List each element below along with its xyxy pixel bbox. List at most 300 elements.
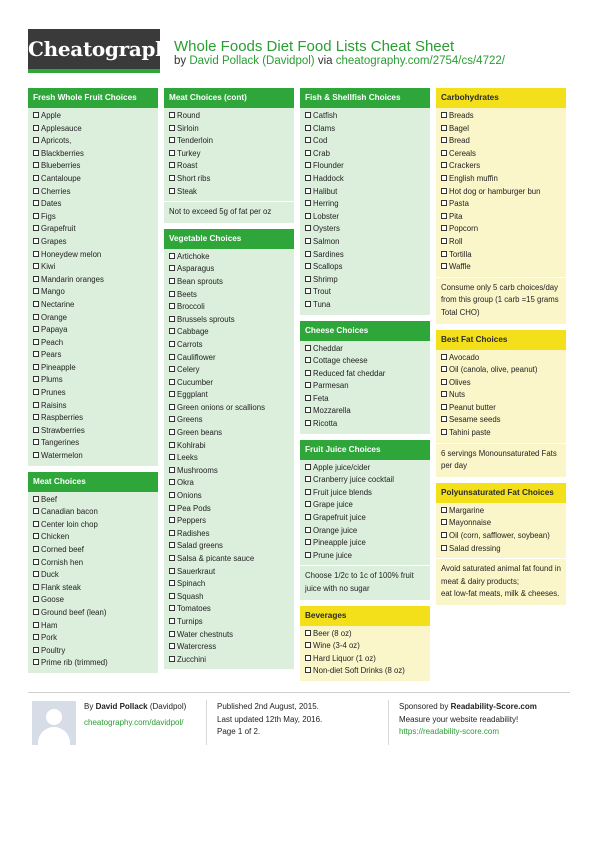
list-item <box>305 487 425 500</box>
list-item <box>33 594 153 607</box>
checkbox-icon[interactable] <box>441 366 447 372</box>
list-item-label: Leeks <box>177 453 198 463</box>
list-item <box>305 249 425 262</box>
checkbox-icon[interactable] <box>441 238 447 244</box>
checkbox-icon[interactable] <box>305 514 311 520</box>
checkbox-icon[interactable] <box>169 137 175 143</box>
checkbox-icon[interactable] <box>305 150 311 156</box>
checkbox-icon[interactable] <box>169 442 175 448</box>
list-item-label: Kohlrabi <box>177 440 206 450</box>
checkbox-icon[interactable] <box>33 263 39 269</box>
checkbox-icon[interactable] <box>33 427 39 433</box>
section-header: Cheese Choices <box>300 321 430 341</box>
checkbox-icon[interactable] <box>305 238 311 244</box>
list-item <box>33 236 153 249</box>
list-item-label: Water chestnuts <box>177 629 234 639</box>
list-item <box>305 537 425 550</box>
checkbox-icon[interactable] <box>33 339 39 345</box>
list-item-label: Clams <box>313 123 336 133</box>
checkbox-icon[interactable] <box>305 489 311 495</box>
checkbox-icon[interactable] <box>33 213 39 219</box>
checkbox-icon[interactable] <box>305 464 311 470</box>
checkbox-icon[interactable] <box>441 162 447 168</box>
list-item-label: Cauliflower <box>177 352 216 362</box>
logo-stripe <box>28 69 160 73</box>
checkbox-icon[interactable] <box>441 519 447 525</box>
checkbox-icon[interactable] <box>441 137 447 143</box>
list-item-label: Apricots, <box>41 136 72 146</box>
checkbox-icon[interactable] <box>33 175 39 181</box>
list-item <box>441 198 561 211</box>
list-item-label: Breads <box>449 111 474 120</box>
checkbox-icon[interactable] <box>441 354 447 360</box>
list-item-label: Grapefruit <box>41 224 76 234</box>
list-item-label: Nectarine <box>41 299 75 309</box>
checkbox-icon[interactable] <box>33 452 39 458</box>
list-item-label: Blueberries <box>41 161 81 171</box>
checkbox-icon[interactable] <box>305 501 311 507</box>
checkbox-icon[interactable] <box>441 125 447 131</box>
list-item-label: Tahini paste <box>449 428 491 438</box>
checkbox-icon[interactable] <box>441 429 447 435</box>
list-item <box>33 519 153 532</box>
checkbox-icon[interactable] <box>305 420 311 426</box>
list-item-label: Salad greens <box>177 541 223 551</box>
checkbox-icon[interactable] <box>33 188 39 194</box>
list-item <box>169 314 289 327</box>
list-item <box>441 402 561 415</box>
section-best-fat-choices <box>436 330 566 477</box>
checkbox-icon[interactable] <box>169 479 175 485</box>
checkbox-icon[interactable] <box>441 200 447 206</box>
checkbox-icon[interactable] <box>441 188 447 194</box>
footer-divider <box>28 692 570 693</box>
list-item-label: Watermelon <box>41 451 83 461</box>
checkbox-icon[interactable] <box>33 314 39 320</box>
checkbox-icon[interactable] <box>305 476 311 482</box>
checkbox-icon[interactable] <box>441 545 447 551</box>
avatar-body-shape <box>38 727 70 745</box>
checkbox-icon[interactable] <box>441 112 447 118</box>
list-item <box>305 628 425 641</box>
checkbox-icon[interactable] <box>169 278 175 284</box>
checkbox-icon[interactable] <box>169 328 175 334</box>
checkbox-icon[interactable] <box>169 593 175 599</box>
checkbox-icon[interactable] <box>305 188 311 194</box>
footer-sponsor-text: Measure your website readability! <box>399 714 519 724</box>
checkbox-icon[interactable] <box>33 150 39 156</box>
section-note-line: Total CHO) <box>441 307 480 317</box>
checkbox-icon[interactable] <box>33 402 39 408</box>
list-item <box>305 299 425 312</box>
list-item <box>441 505 561 518</box>
cheatsheet-url-link[interactable]: cheatography.com/2754/cs/4722/ <box>335 55 505 67</box>
list-item-label: Ground beef (lean) <box>41 607 107 617</box>
section-carbohydrates <box>436 88 566 324</box>
checkbox-icon[interactable] <box>33 571 39 577</box>
checkbox-icon[interactable] <box>441 532 447 538</box>
section-note-line: 6 servings Monounsaturated Fats <box>441 448 557 458</box>
checkbox-icon[interactable] <box>305 125 311 131</box>
list-item-label: Beets <box>177 289 197 299</box>
list-item <box>169 553 289 566</box>
checkbox-icon[interactable] <box>169 656 175 662</box>
list-item-label: Greens <box>177 415 203 425</box>
checkbox-icon[interactable] <box>169 605 175 611</box>
list-item <box>33 544 153 557</box>
checkbox-icon[interactable] <box>33 508 39 514</box>
list-item <box>33 657 153 670</box>
footer-sponsor-url[interactable]: https://readability-score.com <box>399 727 500 736</box>
list-item <box>169 389 289 402</box>
checkbox-icon[interactable] <box>33 634 39 640</box>
checkbox-icon[interactable] <box>169 391 175 397</box>
list-item <box>305 380 425 393</box>
checkbox-icon[interactable] <box>169 112 175 118</box>
checkbox-icon[interactable] <box>33 439 39 445</box>
list-item <box>441 377 561 390</box>
checkbox-icon[interactable] <box>33 112 39 118</box>
checkbox-icon[interactable] <box>305 407 311 413</box>
checkbox-icon[interactable] <box>305 539 311 545</box>
list-item-label: Applesauce <box>41 123 82 133</box>
list-item-label: Orange <box>41 312 68 322</box>
list-item <box>305 173 425 186</box>
checkbox-icon[interactable] <box>33 251 39 257</box>
checkbox-icon[interactable] <box>33 609 39 615</box>
footer-sponsor <box>399 701 537 739</box>
checkbox-icon[interactable] <box>33 546 39 552</box>
checkbox-icon[interactable] <box>33 647 39 653</box>
section-list <box>28 492 158 673</box>
list-item <box>305 135 425 148</box>
checkbox-icon[interactable] <box>169 631 175 637</box>
list-item-label: Roast <box>177 161 198 171</box>
checkbox-icon[interactable] <box>169 643 175 649</box>
checkbox-icon[interactable] <box>305 382 311 388</box>
checkbox-icon[interactable] <box>169 618 175 624</box>
checkbox-icon[interactable] <box>169 150 175 156</box>
section-header: Vegetable Choices <box>164 229 294 249</box>
list-item-label: Cantaloupe <box>41 173 81 183</box>
checkbox-icon[interactable] <box>441 263 447 269</box>
checkbox-icon[interactable] <box>33 225 39 231</box>
list-item-label: Figs <box>41 211 56 221</box>
checkbox-icon[interactable] <box>33 659 39 665</box>
list-item-label: Trout <box>313 287 331 297</box>
checkbox-icon[interactable] <box>169 580 175 586</box>
list-item-label: Mandarin oranges <box>41 274 104 284</box>
checkbox-icon[interactable] <box>305 370 311 376</box>
checkbox-icon[interactable] <box>33 288 39 294</box>
list-item <box>33 557 153 570</box>
section-list <box>300 108 430 315</box>
list-item <box>33 400 153 413</box>
list-item <box>33 387 153 400</box>
list-item <box>169 123 289 136</box>
list-item <box>33 450 153 463</box>
list-item <box>169 578 289 591</box>
list-item <box>33 582 153 595</box>
list-item <box>169 654 289 667</box>
list-item <box>33 148 153 161</box>
author-link[interactable]: David Pollack (Davidpol) <box>189 55 315 67</box>
list-item-label: Reduced fat cheddar <box>313 368 386 378</box>
section-header: Polyunsaturated Fat Choices <box>436 483 566 503</box>
list-item-label: Beef <box>41 494 58 504</box>
checkbox-icon[interactable] <box>169 542 175 548</box>
checkbox-icon[interactable] <box>305 213 311 219</box>
footer-published: Published 2nd August, 2015. <box>217 702 319 711</box>
checkbox-icon[interactable] <box>169 379 175 385</box>
checkbox-icon[interactable] <box>305 655 311 661</box>
footer-author-url[interactable]: cheatography.com/davidpol/ <box>84 717 184 727</box>
checkbox-icon[interactable] <box>169 316 175 322</box>
list-item <box>169 591 289 604</box>
checkbox-icon[interactable] <box>169 505 175 511</box>
list-item-label: Pineapple juice <box>313 538 366 548</box>
list-item <box>441 160 561 173</box>
checkbox-icon[interactable] <box>33 326 39 332</box>
checkbox-icon[interactable] <box>441 379 447 385</box>
list-item-label: Flank steak <box>41 582 81 592</box>
checkbox-icon[interactable] <box>305 552 311 558</box>
checkbox-icon[interactable] <box>169 253 175 259</box>
list-item-label: Dates <box>41 199 62 209</box>
list-item <box>33 261 153 274</box>
list-item <box>33 632 153 645</box>
list-item-label: Watercress <box>177 642 217 652</box>
list-item-label: Sirloin <box>177 123 199 133</box>
list-item-label: Bagel <box>449 123 469 133</box>
list-item <box>33 223 153 236</box>
list-item-label: Duck <box>41 570 59 580</box>
checkbox-icon[interactable] <box>441 391 447 397</box>
checkbox-icon[interactable] <box>305 162 311 168</box>
section-note <box>300 565 430 599</box>
list-item-label: Oil (canola, olive, peanut) <box>449 365 538 375</box>
list-item <box>169 452 289 465</box>
section-note <box>436 443 566 477</box>
list-item-label: Pineapple <box>41 362 76 372</box>
checkbox-icon[interactable] <box>305 642 311 648</box>
checkbox-icon[interactable] <box>33 162 39 168</box>
section-note <box>436 277 566 324</box>
list-item-label: Peanut butter <box>449 402 496 412</box>
checkbox-icon[interactable] <box>305 630 311 636</box>
checkbox-icon[interactable] <box>305 395 311 401</box>
checkbox-icon[interactable] <box>441 507 447 513</box>
checkbox-icon[interactable] <box>305 527 311 533</box>
footer-sponsor-name[interactable]: Readability-Score.com <box>450 702 537 711</box>
list-item <box>441 110 561 123</box>
checkbox-icon[interactable] <box>169 175 175 181</box>
list-item-label: Apple <box>41 111 61 120</box>
checkbox-icon[interactable] <box>33 521 39 527</box>
section-list <box>164 249 294 670</box>
checkbox-icon[interactable] <box>169 517 175 523</box>
checkbox-icon[interactable] <box>33 301 39 307</box>
checkbox-icon[interactable] <box>33 389 39 395</box>
list-item-label: Cabbage <box>177 327 209 337</box>
checkbox-icon[interactable] <box>305 276 311 282</box>
list-item-label: Bread <box>449 136 470 146</box>
checkbox-icon[interactable] <box>33 376 39 382</box>
list-item-label: Tuna <box>313 299 331 309</box>
checkbox-icon[interactable] <box>169 492 175 498</box>
checkbox-icon[interactable] <box>169 555 175 561</box>
list-item <box>305 462 425 475</box>
list-item <box>305 405 425 418</box>
footer-author-line <box>84 701 186 714</box>
checkbox-icon[interactable] <box>305 225 311 231</box>
checkbox-icon[interactable] <box>305 175 311 181</box>
list-item-label: Nuts <box>449 390 466 400</box>
list-item-label: Shrimp <box>313 274 338 284</box>
list-item-label: Brussels sprouts <box>177 314 235 324</box>
checkbox-icon[interactable] <box>305 288 311 294</box>
list-item <box>169 352 289 365</box>
list-item-label: English muffin <box>449 173 498 183</box>
checkbox-icon[interactable] <box>305 112 311 118</box>
column-3 <box>300 88 430 687</box>
checkbox-icon[interactable] <box>33 137 39 143</box>
checkbox-icon[interactable] <box>33 496 39 502</box>
list-item <box>305 368 425 381</box>
checkbox-icon[interactable] <box>169 354 175 360</box>
checkbox-icon[interactable] <box>33 533 39 539</box>
footer-publish-info <box>217 701 322 739</box>
list-item-label: Scallops <box>313 262 343 272</box>
list-item <box>169 135 289 148</box>
checkbox-icon[interactable] <box>169 454 175 460</box>
checkbox-icon[interactable] <box>169 265 175 271</box>
list-item-label: Wine (3-4 oz) <box>313 641 360 651</box>
list-item <box>305 665 425 678</box>
checkbox-icon[interactable] <box>33 276 39 282</box>
checkbox-icon[interactable] <box>305 345 311 351</box>
list-item <box>33 437 153 450</box>
checkbox-icon[interactable] <box>169 530 175 536</box>
list-item <box>33 362 153 375</box>
list-item-label: Ham <box>41 620 58 630</box>
list-item-label: Hard Liquor (1 oz) <box>313 653 376 663</box>
footer-sponsor-line <box>399 701 537 714</box>
checkbox-icon[interactable] <box>33 596 39 602</box>
list-item <box>33 324 153 337</box>
checkbox-icon[interactable] <box>169 303 175 309</box>
section-list <box>436 108 566 277</box>
checkbox-icon[interactable] <box>169 125 175 131</box>
section-note-line: meat & dairy products; <box>441 576 520 586</box>
checkbox-icon[interactable] <box>33 200 39 206</box>
section-note <box>164 201 294 223</box>
checkbox-icon[interactable] <box>441 251 447 257</box>
checkbox-icon[interactable] <box>169 568 175 574</box>
list-item-label: Prunes <box>41 388 66 398</box>
list-item <box>33 506 153 519</box>
checkbox-icon[interactable] <box>441 213 447 219</box>
list-item <box>305 653 425 666</box>
checkbox-icon[interactable] <box>441 416 447 422</box>
checkbox-icon[interactable] <box>33 238 39 244</box>
checkbox-icon[interactable] <box>305 251 311 257</box>
checkbox-icon[interactable] <box>33 559 39 565</box>
list-item-label: Pita <box>449 211 463 221</box>
list-item <box>305 474 425 487</box>
list-item-label: Cherries <box>41 186 71 196</box>
checkbox-icon[interactable] <box>441 150 447 156</box>
checkbox-icon[interactable] <box>169 366 175 372</box>
checkbox-icon[interactable] <box>169 416 175 422</box>
checkbox-icon[interactable] <box>169 429 175 435</box>
list-item-label: Orange juice <box>313 525 358 535</box>
list-item <box>169 186 289 199</box>
checkbox-icon[interactable] <box>305 301 311 307</box>
list-item <box>169 364 289 377</box>
list-item <box>33 494 153 507</box>
list-item <box>305 236 425 249</box>
list-item <box>33 620 153 633</box>
avatar-head-shape <box>46 709 62 725</box>
section-fruit-juice-choices <box>300 440 430 600</box>
checkbox-icon[interactable] <box>33 622 39 628</box>
checkbox-icon[interactable] <box>441 404 447 410</box>
list-item <box>169 251 289 264</box>
list-item <box>33 211 153 224</box>
checkbox-icon[interactable] <box>169 467 175 473</box>
list-item <box>33 173 153 186</box>
list-item-label: Sesame seeds <box>449 415 501 425</box>
list-item-label: Sardines <box>313 249 344 259</box>
section-list <box>164 108 294 201</box>
checkbox-icon[interactable] <box>33 364 39 370</box>
checkbox-icon[interactable] <box>169 291 175 297</box>
list-item <box>169 477 289 490</box>
list-item-label: Broccoli <box>177 302 205 312</box>
checkbox-icon[interactable] <box>305 357 311 363</box>
section-header: Fresh Whole Fruit Choices <box>28 88 158 108</box>
checkbox-icon[interactable] <box>441 225 447 231</box>
checkbox-icon[interactable] <box>305 137 311 143</box>
checkbox-icon[interactable] <box>305 200 311 206</box>
list-item <box>441 249 561 262</box>
section-fresh-whole-fruit-choices <box>28 88 158 466</box>
list-item <box>305 198 425 211</box>
list-item-label: Carrots <box>177 339 203 349</box>
section-list <box>436 503 566 558</box>
list-item-label: Salad dressing <box>449 543 501 553</box>
checkbox-icon[interactable] <box>33 351 39 357</box>
checkbox-icon[interactable] <box>33 414 39 420</box>
list-item <box>169 289 289 302</box>
checkbox-icon[interactable] <box>305 667 311 673</box>
list-item <box>441 236 561 249</box>
checkbox-icon[interactable] <box>33 584 39 590</box>
checkbox-icon[interactable] <box>169 404 175 410</box>
list-item-label: Canadian bacon <box>41 507 98 517</box>
list-item <box>33 645 153 658</box>
list-item-label: Tenderloin <box>177 136 213 146</box>
checkbox-icon[interactable] <box>441 175 447 181</box>
list-item <box>169 641 289 654</box>
checkbox-icon[interactable] <box>169 341 175 347</box>
checkbox-icon[interactable] <box>169 188 175 194</box>
checkbox-icon[interactable] <box>305 263 311 269</box>
list-item-label: Zucchini <box>177 654 207 664</box>
checkbox-icon[interactable] <box>169 162 175 168</box>
checkbox-icon[interactable] <box>33 125 39 131</box>
